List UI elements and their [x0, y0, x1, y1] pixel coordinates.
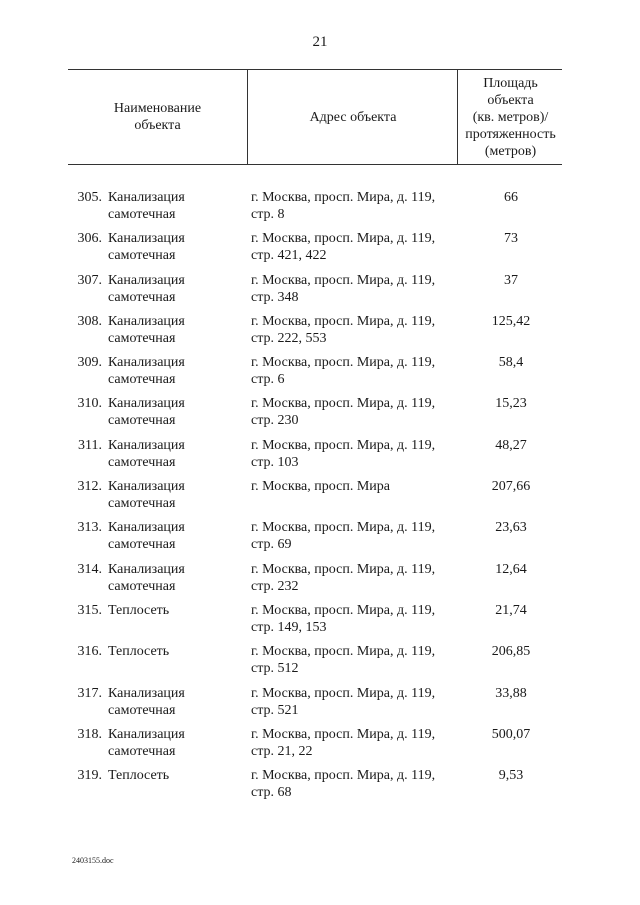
row-number: 305. [77, 190, 102, 205]
table-row [0, 519, 640, 560]
object-name: Канализация самотечная [108, 272, 185, 305]
object-address: г. Москва, просп. Мира, д. 119, стр. 149, 153 [251, 602, 436, 635]
table-row [0, 272, 640, 313]
object-address: г. Москва, просп. Мира, д. 119, стр. 21, 22 [251, 726, 436, 759]
row-number: 317. [77, 685, 102, 701]
object-address: г. Москва, просп. Мира, д. 119, стр. 8 [251, 190, 436, 222]
row-number: 309. [77, 355, 102, 371]
object-area: 9,53 [498, 768, 524, 784]
object-address: г. Москва, просп. Мира, д. 119, стр. 232 [251, 561, 436, 594]
table-row [0, 189, 640, 230]
table-row [0, 395, 640, 436]
object-name: Теплосеть [108, 768, 170, 784]
table-row [0, 726, 640, 767]
object-area: 66 [504, 190, 518, 205]
row-number: 315. [77, 602, 102, 618]
object-address: г. Москва, просп. Мира, д. 119, стр. 103 [251, 437, 436, 470]
row-number: 313. [77, 520, 102, 536]
row-number: 306. [77, 231, 102, 247]
object-address: г. Москва, просп. Мира, д. 119, стр. 421, 422 [251, 231, 436, 264]
table-header [68, 69, 562, 165]
object-area: 33,88 [495, 685, 527, 701]
object-address: г. Москва, просп. Мира, д. 119, стр. 69 [251, 520, 436, 553]
object-area: 206,85 [491, 644, 531, 660]
row-number: 307. [77, 272, 102, 288]
object-name: Канализация самотечная [108, 190, 185, 222]
object-name: Канализация самотечная [108, 437, 185, 470]
object-name: Канализация самотечная [108, 726, 185, 759]
header-address-column [247, 70, 458, 164]
footer-filename: 2403155.doc [72, 856, 114, 865]
object-address: г. Москва, просп. Мира, д. 119, стр. 348 [251, 272, 436, 305]
object-address: г. Москва, просп. Мира, д. 119, стр. 6 [251, 355, 436, 388]
object-name: Канализация самотечная [108, 685, 185, 718]
row-number: 312. [77, 479, 102, 495]
table-body [0, 189, 640, 808]
object-address: г. Москва, просп. Мира, д. 119, стр. 521 [251, 685, 436, 718]
object-area: 48,27 [495, 437, 527, 453]
table-row [0, 643, 640, 684]
header-area-label: Площадь объекта (кв. метров)/ протяженность (метров) [465, 75, 556, 159]
object-area: 37 [504, 272, 518, 288]
object-area: 125,42 [491, 313, 531, 329]
table-row [0, 354, 640, 395]
object-area: 15,23 [495, 396, 527, 412]
object-address: г. Москва, просп. Мира, д. 119, стр. 222, 553 [251, 313, 436, 346]
object-area: 58,4 [498, 355, 524, 371]
table-row [0, 230, 640, 271]
object-area: 73 [504, 231, 518, 247]
row-number: 311. [78, 437, 102, 453]
object-area: 12,64 [495, 561, 527, 577]
table-row [0, 767, 640, 808]
row-number: 316. [77, 644, 102, 660]
object-name: Канализация самотечная [108, 313, 185, 346]
object-area: 23,63 [495, 520, 527, 536]
row-number: 310. [77, 396, 102, 412]
object-address: г. Москва, просп. Мира, д. 119, стр. 512 [251, 644, 436, 677]
row-number: 314. [77, 561, 102, 577]
row-number: 308. [77, 313, 102, 329]
header-address-label: Адрес объекта [309, 109, 397, 125]
object-address: г. Москва, просп. Мира, д. 119, стр. 230 [251, 396, 436, 429]
object-name: Теплосеть [108, 602, 170, 618]
object-name: Канализация самотечная [108, 231, 185, 264]
object-address: г. Москва, просп. Мира [251, 479, 390, 495]
object-name: Канализация самотечная [108, 479, 185, 512]
page-number: 21 [312, 34, 328, 50]
object-area: 21,74 [495, 602, 527, 618]
header-area-column [457, 70, 563, 164]
object-area: 207,66 [491, 479, 531, 495]
object-address: г. Москва, просп. Мира, д. 119, стр. 68 [251, 768, 436, 801]
object-name: Канализация самотечная [108, 561, 185, 594]
object-name: Канализация самотечная [108, 396, 185, 429]
row-number: 318. [77, 726, 102, 742]
table-row [0, 602, 640, 643]
object-name: Канализация самотечная [108, 355, 185, 388]
row-number: 319. [77, 768, 102, 784]
table-row [0, 561, 640, 602]
object-area: 500,07 [491, 726, 531, 742]
table-row [0, 437, 640, 478]
object-name: Теплосеть [108, 644, 170, 660]
table-row [0, 313, 640, 354]
header-name-column [68, 70, 247, 164]
table-row [0, 478, 640, 519]
object-name: Канализация самотечная [108, 520, 185, 553]
table-row [0, 685, 640, 726]
header-name-label: Наименование объекта [113, 101, 202, 133]
